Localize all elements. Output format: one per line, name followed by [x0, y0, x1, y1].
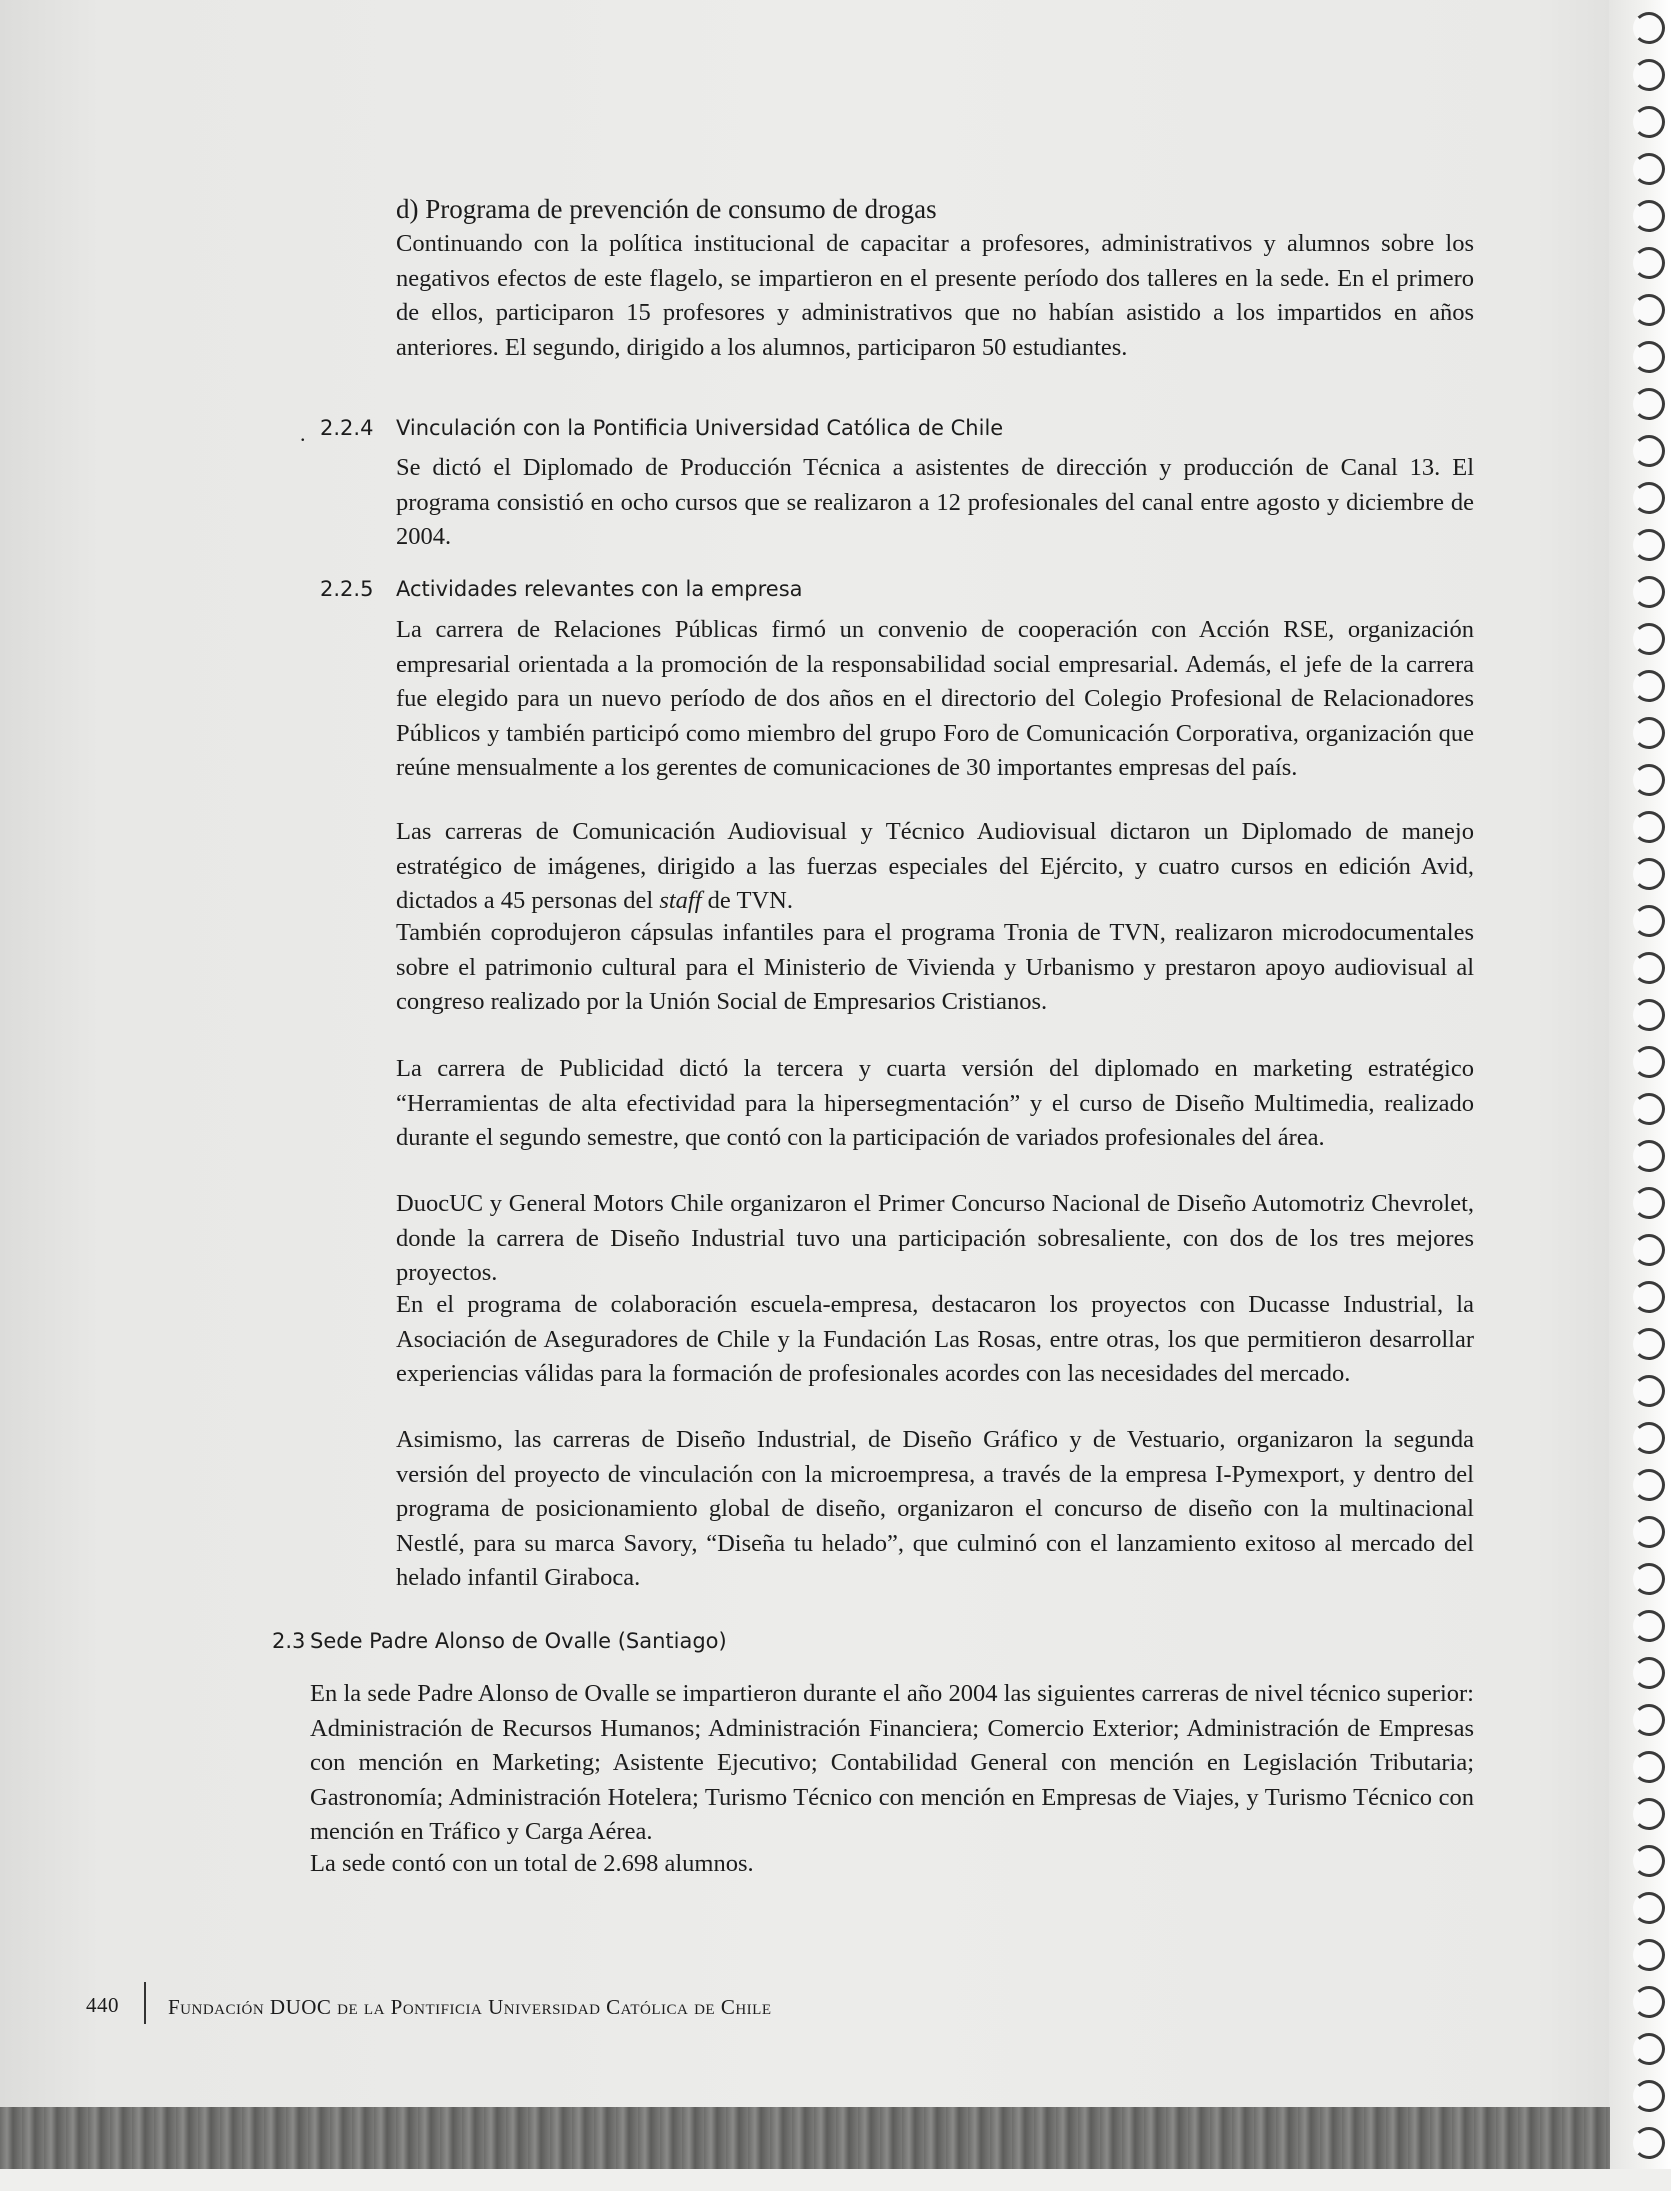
section-number-2-2-5: 2.2.5: [320, 577, 374, 601]
footer-divider: [144, 1982, 146, 2024]
paragraph-text: de TVN.: [701, 887, 793, 914]
paragraph-2-2-5-relaciones-publicas: La carrera de Relaciones Públicas firmó un convenio de cooperación con Acción RSE, organización empresarial orientada a la promoción de la responsabilidad social empresarial. Además, el jefe de la carrera fue elegido para un nuevo período de dos años en el directorio del Colegio Profesional de Relacionadores Públicos y también participó como miembro del grupo Foro de Comunicación Corporativa, organización que reúne mensualmente a los gerentes de comunicaciones de 30 importantes empresas del país.: [396, 616, 1474, 781]
paragraph-2-3-carreras: En la sede Padre Alonso de Ovalle se impartieron durante el año 2004 las siguientes carreras de nivel técnico superior: Administración de Recursos Humanos; Administración Financiera; Comercio Exterior; Administración de Empresas con mención en Marketing; Asistente Ejecutivo; Contabilidad General con mención en Legislación Tributaria; Gastronomía; Administración Hotelera; Turismo Técnico con mención en Empresas de Viajes, y Turismo Técnico con mención en Tráfico y Carga Aérea.: [310, 1680, 1474, 1845]
paragraph-2-2-5-audiovisual: [396, 815, 1474, 919]
paragraph-2-3-total: La sede contó con un total de 2.698 alumnos.: [310, 1850, 754, 1877]
paragraph-2-2-5-general-motors: DuocUC y General Motors Chile organizaron el Primer Concurso Nacional de Diseño Automotriz Chevrolet, donde la carrera de Diseño Industrial tuvo una participación sobresaliente, con dos de los tres mejores proyectos.: [396, 1190, 1474, 1286]
paragraph-2-2-5-escuela-empresa: En el programa de colaboración escuela-empresa, destacaron los proyectos con Ducasse Industrial, la Asociación de Aseguradores de Chile y la Fundación Las Rosas, entre otras, los que permitieron desarrollar experiencias válidas para la formación de profesionales acordes con las necesidades del mercado.: [396, 1291, 1474, 1387]
section-number-2-2-4: 2.2.4: [320, 416, 374, 440]
subsection-heading-drug-prevention: d) Programa de prevención de consumo de drogas: [396, 194, 937, 224]
paragraph-text: Las carreras de Comunicación Audiovisual y Técnico Audiovisual dictaron un Diplomado de manejo estratégico de imágenes, dirigido a las fuerzas especiales del Ejército, y cuatro cursos en edición Avid, dictados a 45 personas del: [396, 818, 1474, 914]
section-number-2-3: 2.3: [272, 1629, 306, 1653]
paragraph-2-2-5-diseno: Asimismo, las carreras de Diseño Industrial, de Diseño Gráfico y de Vestuario, organizaron la segunda versión del proyecto de vinculación con la microempresa, a través de la empresa I-Pymexport, y dentro del programa de posicionamiento global de diseño, organizaron el concurso de diseño con la multinacional Nestlé, para su marca Savory, “Diseña tu helado”, que culminó con el lanzamiento exitoso al mercado del helado infantil Giraboca.: [396, 1426, 1474, 1591]
page-number: 440: [86, 1993, 119, 2017]
section-title-2-2-4: Vinculación con la Pontificia Universidad Católica de Chile: [396, 416, 1004, 440]
paragraph-2-2-5-coproduccion: También coprodujeron cápsulas infantiles para el programa Tronia de TVN, realizaron microdocumentales sobre el patrimonio cultural para el Ministerio de Vivienda y Urbanismo y prestaron apoyo audiovisual al congreso realizado por la Unión Social de Empresarios Cristianos.: [396, 919, 1474, 1015]
footer-organization: Fundación DUOC de la Pontificia Universidad Católica de Chile: [168, 1995, 772, 2019]
paragraph-2-2-4: Se dictó el Diplomado de Producción Técnica a asistentes de dirección y producción de Canal 13. El programa consistió en ocho cursos que se realizaron a 12 profesionales del canal entre agosto y diciembre de 2004.: [396, 454, 1474, 550]
bullet-mark: .: [300, 421, 306, 446]
section-title-2-2-5: Actividades relevantes con la empresa: [396, 577, 803, 601]
section-title-2-3: Sede Padre Alonso de Ovalle (Santiago): [310, 1629, 727, 1653]
paragraph-2-2-5-publicidad: La carrera de Publicidad dictó la tercera y cuarta versión del diplomado en marketing estratégico “Herramientas de alta efectividad para la hipersegmentación” y el curso de Diseño Multimedia, realizado durante el segundo semestre, que contó con la participación de variados profesionales del área.: [396, 1055, 1474, 1151]
italic-term: staff: [659, 887, 702, 914]
paragraph-drug-prevention: Continuando con la política institucional de capacitar a profesores, administrativos y alumnos sobre los negativos efectos de este flagelo, se impartieron en el presente período dos talleres en la sede. En el primero de ellos, participaron 15 profesores y administrativos que no habían asistido a los impartidos en años anteriores. El segundo, dirigido a los alumnos, participaron 50 estudiantes.: [396, 230, 1474, 361]
